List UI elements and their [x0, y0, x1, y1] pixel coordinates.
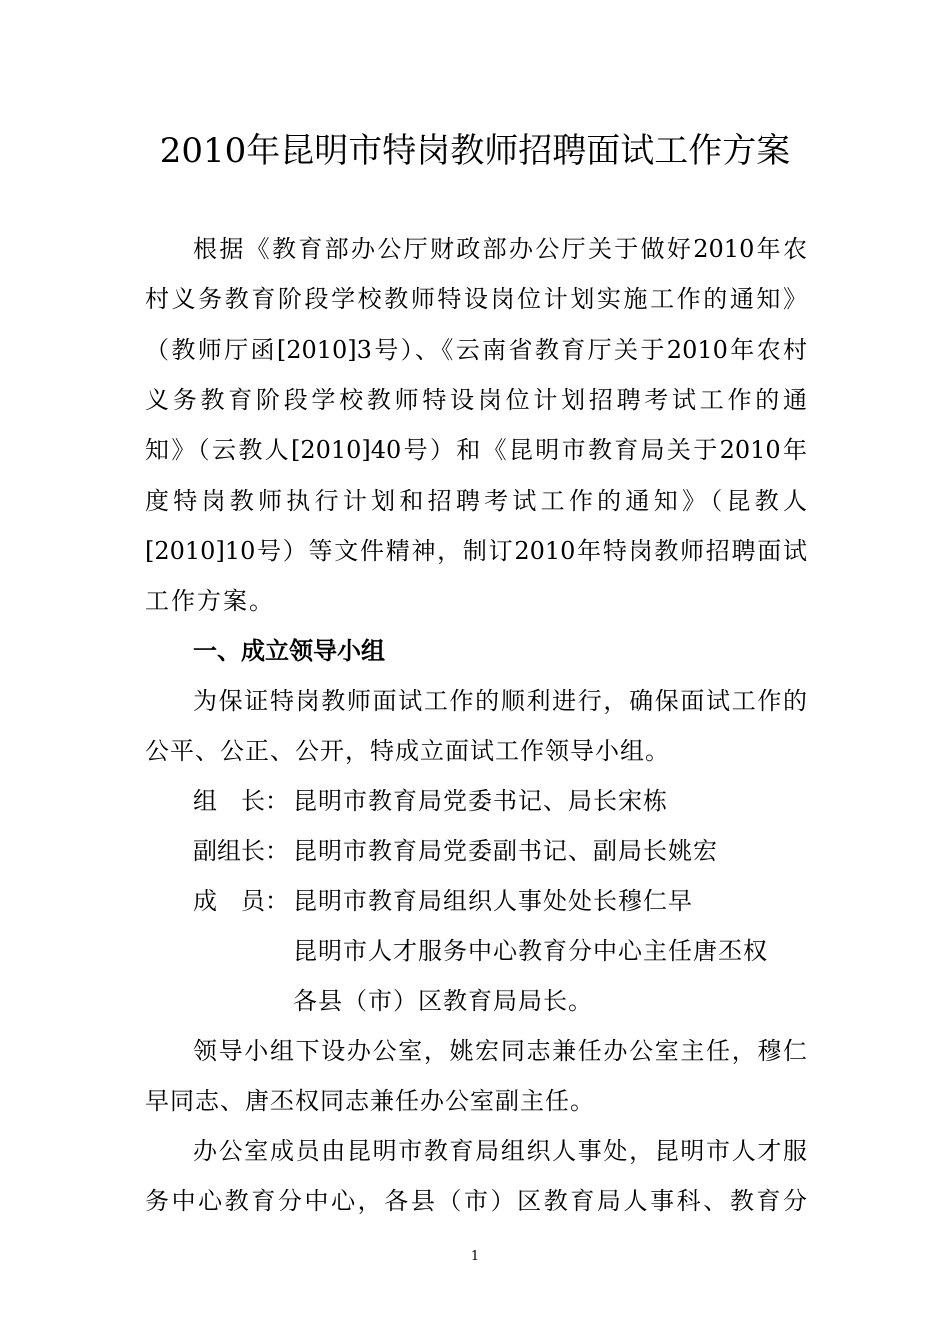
intro-line-4: 义务教育阶段学校教师特设岗位计划招聘考试工作的通: [145, 386, 807, 414]
intro-line-5: 知》（云教人[2010]40号）和《昆明市教育局关于2010年: [145, 436, 807, 464]
intro-line-1: 根据《教育部办公厅财政部办公厅关于做好2010年农: [193, 235, 807, 263]
deputy-label: 副组长：: [193, 837, 289, 865]
office-members-line-2: 务中心教育分中心，各县（市）区教育局人事科、教育分: [145, 1187, 807, 1215]
intro-line-6: 度特岗教师执行计划和招聘考试工作的通知》（昆教人: [145, 487, 807, 515]
section1-para-line-2: 公平、公正、公开，特成立面试工作领导小组。: [145, 737, 670, 765]
page-number: 1: [470, 1249, 480, 1264]
document-title: 2010年昆明市特岗教师招聘面试工作方案: [159, 131, 791, 171]
intro-line-3: （教师厅函[2010]3号）、《云南省教育厅关于2010年农村: [145, 336, 807, 364]
section1-para-line-1: 为保证特岗教师面试工作的顺利进行，确保面试工作的: [193, 687, 807, 715]
member-name-2: 昆明市人才服务中心教育分中心主任唐丕权: [293, 937, 768, 965]
intro-line-7: [2010]10号）等文件精神，制订2010年特岗教师招聘面试: [145, 537, 807, 565]
deputy-name: 昆明市教育局党委副书记、副局长姚宏: [293, 837, 718, 865]
intro-line-2: 村义务教育阶段学校教师特设岗位计划实施工作的通知》: [145, 285, 807, 313]
leader-label: 组 长：: [193, 787, 289, 815]
office-para-line-2: 早同志、唐丕权同志兼任办公室副主任。: [145, 1087, 595, 1115]
member-name-3: 各县（市）区教育局局长。: [293, 987, 593, 1015]
member-name-1: 昆明市教育局组织人事处处长穆仁早: [293, 887, 693, 915]
member-label: 成 员：: [193, 887, 289, 915]
office-members-line-1: 办公室成员由昆明市教育局组织人事处，昆明市人才服: [193, 1137, 807, 1165]
section-heading-1: 一、成立领导小组: [193, 636, 385, 665]
office-para-line-1: 领导小组下设办公室，姚宏同志兼任办公室主任，穆仁: [193, 1037, 807, 1065]
intro-line-8: 工作方案。: [145, 587, 275, 615]
leader-name: 昆明市教育局党委书记、局长宋栋: [293, 787, 668, 815]
